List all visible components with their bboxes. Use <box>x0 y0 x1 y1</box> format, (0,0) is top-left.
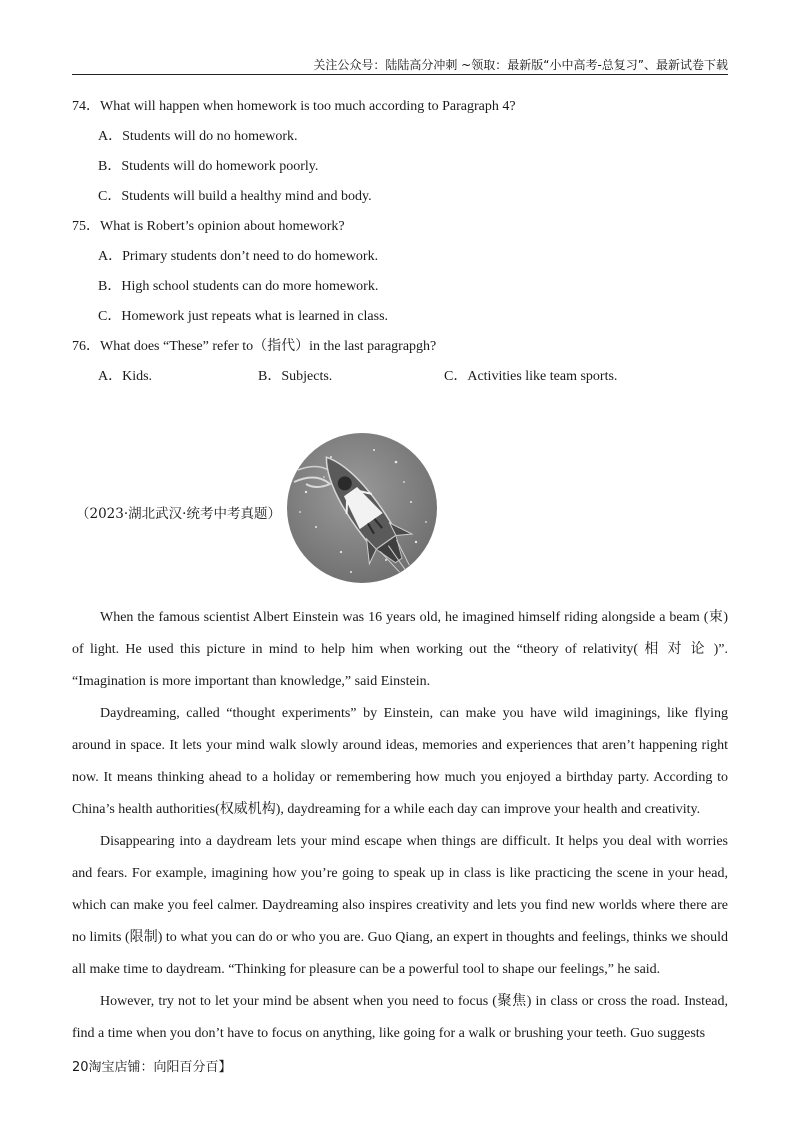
question-76-option-b: B．Subjects. <box>258 369 333 384</box>
question-74-option-c: C．Students will build a healthy mind and body. <box>98 189 372 204</box>
question-76-option-c: C．Activities like team sports. <box>444 369 618 384</box>
question-75-stem: 75．What is Robert’s opinion about homework? <box>72 219 345 234</box>
source-label: （2023·湖北武汉·统考中考真题） <box>76 506 281 522</box>
header-rule <box>72 74 728 75</box>
question-75-option-a: A．Primary students don’t need to do homework. <box>98 249 379 264</box>
passage-paragraph-3: Disappearing into a daydream lets your mind escape when things are difficult. It helps you deal with worries and fears. For example, imagining how you’re going to speak up in class is like practicing the scene in your head, which can make you feel calmer. Daydreaming also inspires creativity and lets you find new worlds where there are no limits (限制) to what you can do or who you are. Guo Qiang, an expert in thoughts and feelings, thinks we should all make time to daydream. “Thinking for pleasure can be a powerful tool to shape our feelings,” he said. <box>72 834 728 977</box>
question-76-stem: 76．What does “These” refer to（指代）in the last paragrapgh? <box>72 339 437 354</box>
passage-paragraph-1: When the famous scientist Albert Einstein was 16 years old, he imagined himself riding alongside a beam (束) of light. He used this picture in mind to help him when working out the “theory of relativity( 相 对 论 )”. “Imagination is more important than knowledge,” said Einstein. <box>72 610 728 689</box>
question-76-option-a: A．Kids. <box>98 369 153 384</box>
question-75-option-b: B．High school students can do more homework. <box>98 279 379 294</box>
passage-paragraph-4: However, try not to let your mind be absent when you need to focus (聚焦) in class or cross the road. Instead, find a time when you don’t have to focus on anything, like going for a walk or brushing your teeth. Guo suggests <box>72 994 728 1041</box>
question-74-option-b: B．Students will do homework poorly. <box>98 159 319 174</box>
question-74-option-a: A．Students will do no homework. <box>98 129 298 144</box>
rocket-girl-illustration <box>286 432 438 584</box>
passage-paragraph-2: Daydreaming, called “thought experiments” by Einstein, can make you have wild imaginings, like flying around in space. It lets your mind walk slowly around ideas, memories and experiences that aren’t happening right now. It means thinking ahead to a holiday or remembering how much you enjoyed a birthday party. According to China’s health authorities(权威机构), daydreaming for a while each day can improve your health and creativity. <box>72 706 728 817</box>
question-75-option-c: C．Homework just repeats what is learned in class. <box>98 309 389 324</box>
page-footer: 20淘宝店铺：向阳百分百】 <box>72 1060 232 1075</box>
page-header-text: 关注公众号：陆陆高分冲刺 ~领取：最新版“小中高考-总复习”、最新试卷下载 <box>313 58 728 72</box>
question-74-stem: 74．What will happen when homework is too much according to Paragraph 4? <box>72 99 516 114</box>
